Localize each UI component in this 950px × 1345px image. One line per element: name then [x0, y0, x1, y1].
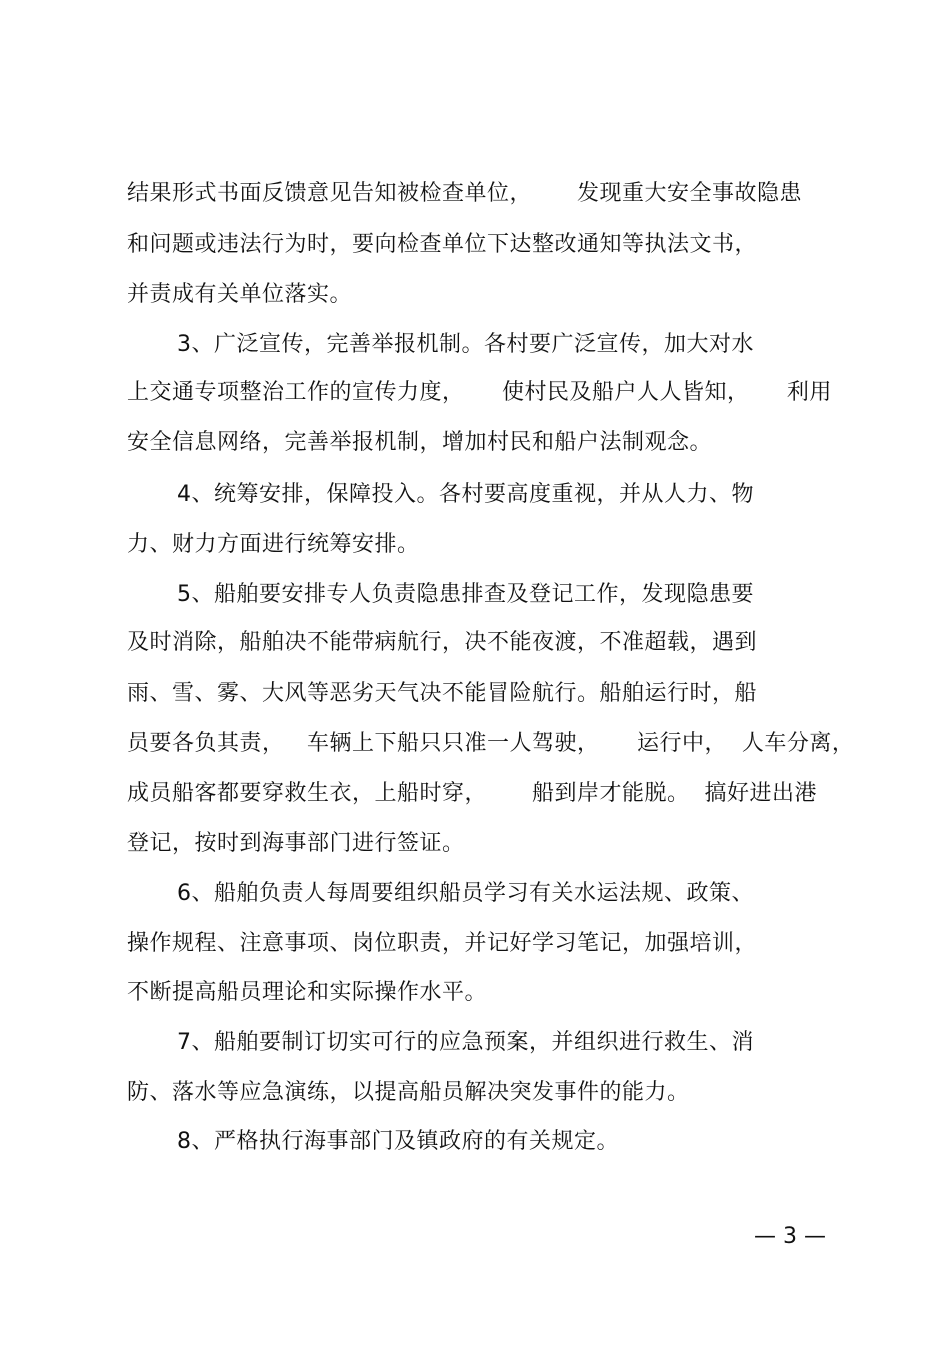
- paragraph-line: 6、船舶负责人每周要组织船员学习有关水运法规、政策、: [177, 881, 754, 906]
- paragraph-line: 7、船舶要制订切实可行的应急预案，并组织进行救生、消: [177, 1030, 754, 1055]
- paragraph-line: 3、广泛宣传，完善举报机制。各村要广泛宣传，加大对水: [177, 332, 754, 357]
- paragraph-line: 和问题或违法行为时，要向检查单位下达整改通知等执法文书，: [127, 232, 758, 257]
- paragraph-line: 及时消除，船舶决不能带病航行，决不能夜渡，不准超载，遇到: [127, 630, 758, 655]
- paragraph-line: 员要各负其责， 车辆上下船只只准一人驾驶， 运行中， 人车分离，: [127, 731, 855, 756]
- page-number: — 3 —: [754, 1224, 826, 1249]
- paragraph-line: 上交通专项整治工作的宣传力度， 使村民及船户人人皆知， 利用: [127, 380, 832, 405]
- paragraph-line: 防、落水等应急演练，以提高船员解决突发事件的能力。: [127, 1080, 690, 1105]
- paragraph-line: 4、统筹安排，保障投入。各村要高度重视，并从人力、物: [177, 482, 754, 507]
- paragraph-line: 8、严格执行海事部门及镇政府的有关规定。: [177, 1129, 619, 1154]
- paragraph-line: 成员船客都要穿救生衣，上船时穿， 船到岸才能脱。 搞好进出港: [127, 781, 817, 806]
- paragraph-line: 结果形式书面反馈意见告知被检查单位， 发现重大安全事故隐患: [127, 181, 802, 206]
- paragraph-line: 5、船舶要安排专人负责隐患排查及登记工作，发现隐患要: [177, 582, 754, 607]
- paragraph-line: 不断提高船员理论和实际操作水平。: [127, 980, 488, 1005]
- paragraph-line: 雨、雪、雾、大风等恶劣天气决不能冒险航行。船舶运行时，船: [127, 681, 758, 706]
- paragraph-line: 安全信息网络，完善举报机制，增加村民和船户法制观念。: [127, 430, 713, 455]
- paragraph-line: 力、财力方面进行统筹安排。: [127, 532, 420, 557]
- paragraph-line: 登记，按时到海事部门进行签证。: [127, 831, 465, 856]
- paragraph-line: 操作规程、注意事项、岗位职责，并记好学习笔记，加强培训，: [127, 931, 758, 956]
- paragraph-line: 并责成有关单位落实。: [127, 282, 353, 307]
